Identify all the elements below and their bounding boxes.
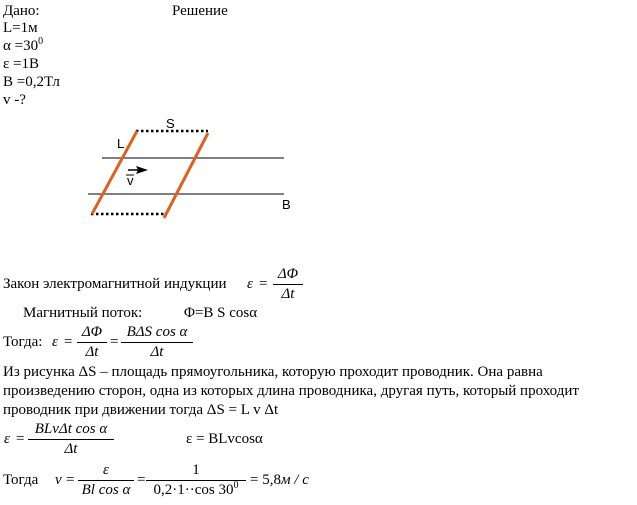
law-eps: ε [247, 276, 253, 292]
law-fraction: ΔΦ Δt [273, 266, 303, 303]
final-eq2: = [137, 472, 146, 488]
final-fraction2: 1 0,2·1··cos $30^0$ [146, 462, 246, 499]
given-angle: $\alpha =30^0$ [3, 36, 44, 54]
eq-line-eq: = [16, 431, 25, 447]
eq-line-fraction: BLvΔt cos α Δt [28, 421, 114, 458]
given-emf: ε =1В [3, 56, 40, 72]
label-v: v [127, 173, 134, 188]
final-eq3: = 5,8м / с [250, 472, 309, 488]
flux-formula: Φ=B S cosα [184, 305, 258, 321]
solution-heading: Решение [172, 3, 228, 19]
then1-eps: ε [52, 334, 58, 350]
law-text: Закон электромагнитной индукции [3, 276, 227, 292]
label-B: B [282, 197, 291, 212]
given-unknown: v -? [3, 92, 26, 108]
then1-fraction2: BΔS cos α Δt [121, 324, 193, 361]
then1-label: Тогда: [3, 334, 43, 350]
then1-fraction1: ΔΦ Δt [77, 324, 107, 361]
paragraph-line3: проводник при движении тогда ΔS = L v Δt [3, 402, 279, 418]
final-label: Тогда [3, 472, 39, 488]
eq-line-result: ε = BLvcosα [186, 431, 263, 447]
paragraph-line2: произведению сторон, одна из которых длина проводника, другая путь, который проходит [3, 383, 579, 399]
given-length: L=1м [3, 20, 38, 36]
law-eq: = [259, 276, 268, 292]
final-v: v [55, 472, 62, 488]
label-S: S [166, 116, 175, 131]
given-heading: Дано: [3, 3, 40, 19]
final-fraction1: ε Bl cos α [78, 462, 134, 499]
flux-label: Магнитный поток: [23, 305, 143, 321]
final-eq1: = [66, 472, 75, 488]
conductor-right [164, 133, 208, 218]
label-L: L [117, 136, 125, 151]
then1-eq1: = [64, 334, 73, 350]
eq-line-eps: ε [4, 431, 10, 447]
then1-eq2: = [110, 334, 119, 350]
given-field: В =0,2Тл [3, 74, 60, 90]
paragraph-line1: Из рисунка ΔS – площадь прямоугольника, которую проходит проводник. Она равна [3, 364, 543, 380]
